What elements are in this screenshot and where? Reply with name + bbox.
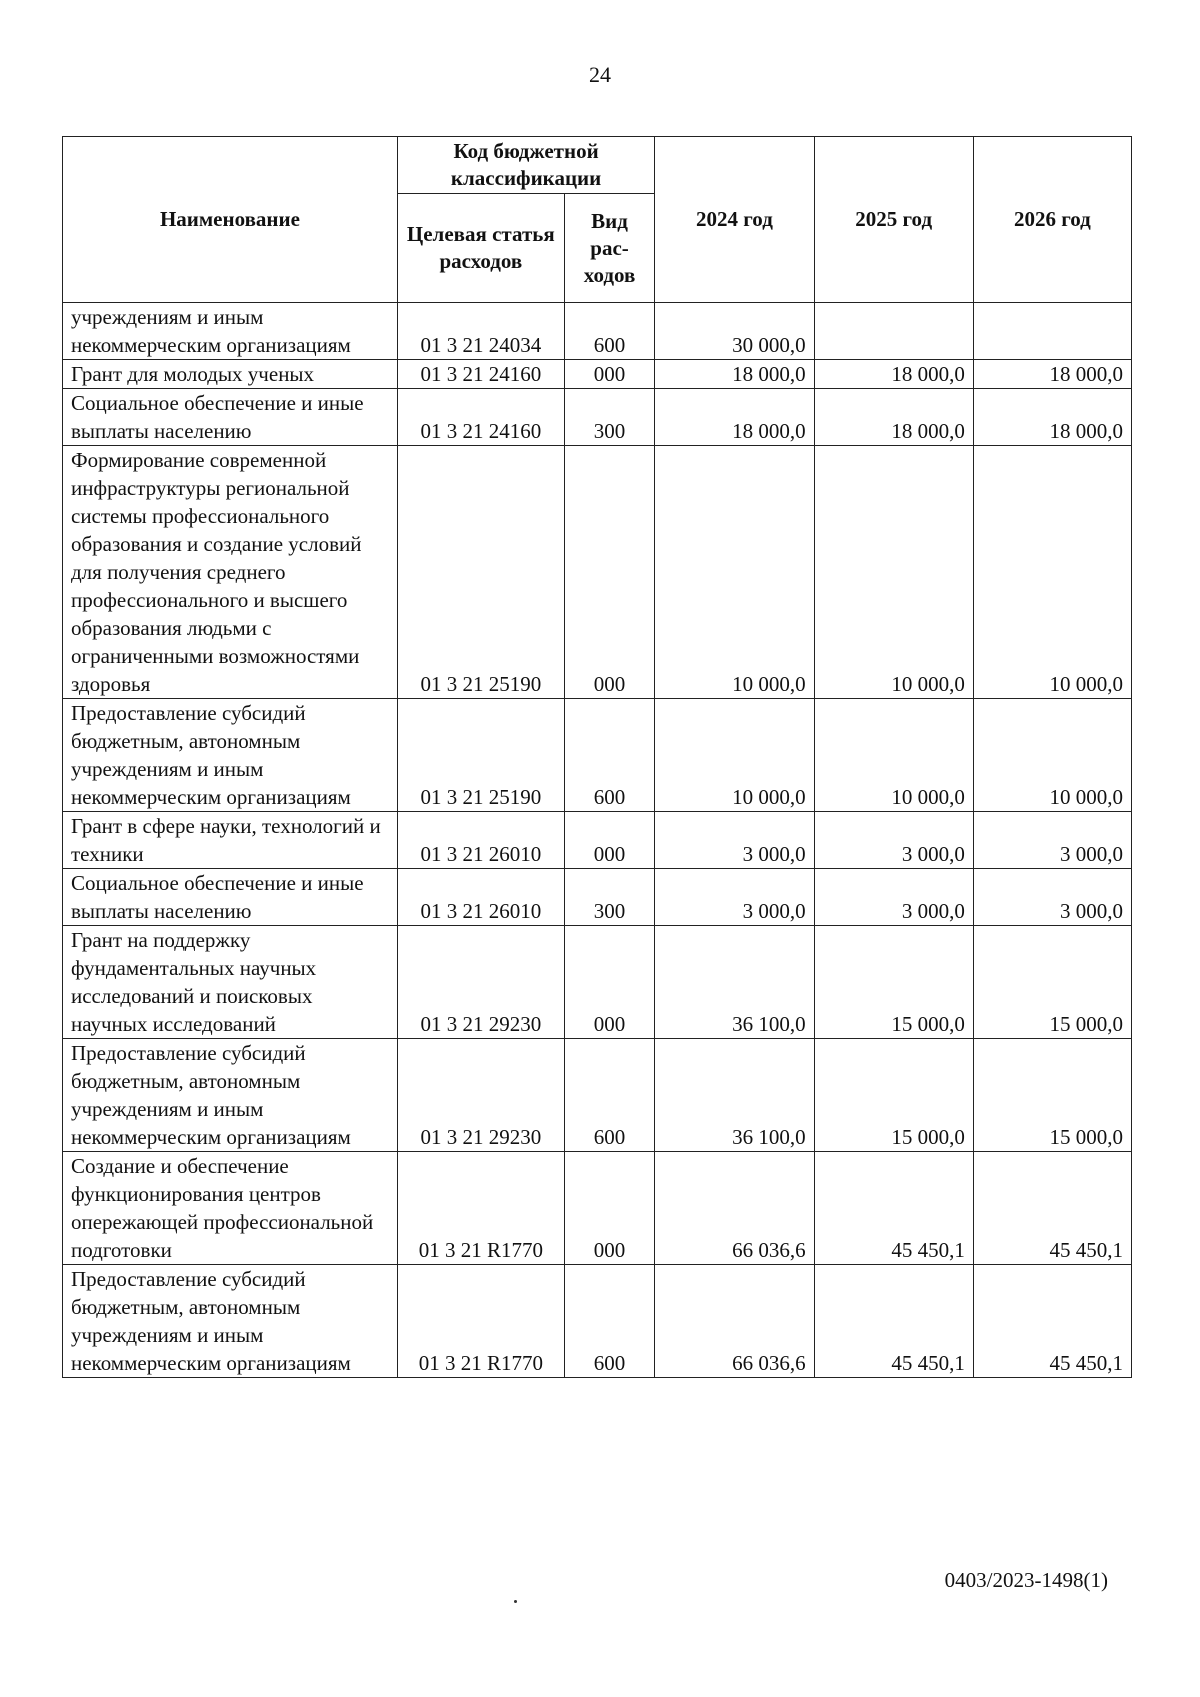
row-name: Грант в сфере науки, технологий и техники [63,812,398,869]
row-2026: 45 450,1 [973,1265,1131,1378]
row-2026: 10 000,0 [973,446,1131,699]
table-row [63,1265,1132,1378]
row-kind: 000 [564,446,655,699]
row-2026: 15 000,0 [973,926,1131,1039]
row-name: Грант для молодых ученых [63,360,398,389]
row-code: 01 3 21 29230 [397,926,564,1039]
row-code: 01 3 21 R1770 [397,1265,564,1378]
header-expense-type: Вид рас-ходов [564,194,655,303]
row-kind: 600 [564,699,655,812]
row-2024: 10 000,0 [655,446,814,699]
row-name: Создание и обеспечение функционирования центров опережающей профессиональной подготовки [63,1152,398,1265]
header-2024: 2024 год [655,137,814,303]
table-row [63,1152,1132,1265]
row-2025: 15 000,0 [814,926,973,1039]
row-2024: 36 100,0 [655,926,814,1039]
row-name: Грант на поддержку фундаментальных научных исследований и поисковых научных исследований [63,926,398,1039]
table-row [63,1039,1132,1152]
row-2026: 45 450,1 [973,1152,1131,1265]
header-target-item: Целевая статья расходов [397,194,564,303]
row-2025 [814,303,973,360]
row-name: Предоставление субсидий бюджетным, автономным учреждениям и иным некоммерческим организациям [63,699,398,812]
page-number: 24 [589,62,611,87]
header-2025: 2025 год [814,137,973,303]
row-code: 01 3 21 R1770 [397,1152,564,1265]
row-name: Предоставление субсидий бюджетным, автономным учреждениям и иным некоммерческим организациям [63,1265,398,1378]
row-code: 01 3 21 26010 [397,869,564,926]
row-2024: 10 000,0 [655,699,814,812]
table-row [63,699,1132,812]
row-2025: 10 000,0 [814,699,973,812]
row-kind: 300 [564,389,655,446]
row-kind: 000 [564,1152,655,1265]
row-2024: 3 000,0 [655,812,814,869]
table-row [63,812,1132,869]
row-2025: 45 450,1 [814,1265,973,1378]
row-2025: 18 000,0 [814,389,973,446]
row-kind: 600 [564,1265,655,1378]
row-2026 [973,303,1131,360]
row-2025: 3 000,0 [814,812,973,869]
table-row [63,926,1132,1039]
scan-speck [514,1600,517,1603]
row-kind: 000 [564,926,655,1039]
row-2024: 66 036,6 [655,1265,814,1378]
row-2024: 66 036,6 [655,1152,814,1265]
row-kind: 600 [564,303,655,360]
row-2026: 3 000,0 [973,869,1131,926]
row-2024: 18 000,0 [655,360,814,389]
row-2024: 36 100,0 [655,1039,814,1152]
row-code: 01 3 21 29230 [397,1039,564,1152]
row-2026: 15 000,0 [973,1039,1131,1152]
row-name: Социальное обеспечение и иные выплаты населению [63,389,398,446]
row-2026: 18 000,0 [973,360,1131,389]
row-name: Социальное обеспечение и иные выплаты населению [63,869,398,926]
row-code: 01 3 21 24034 [397,303,564,360]
row-name: Формирование современной инфраструктуры региональной системы профессионального образования и создание условий для получения среднего профессионального и высшего образования людьми с ограниченными возможностями здоровья [63,446,398,699]
row-2025: 15 000,0 [814,1039,973,1152]
header-row [63,137,1132,194]
row-2025: 18 000,0 [814,360,973,389]
row-2025: 45 450,1 [814,1152,973,1265]
row-kind: 300 [564,869,655,926]
row-2026: 18 000,0 [973,389,1131,446]
header-name: Наименование [63,137,398,303]
row-2024: 3 000,0 [655,869,814,926]
budget-table [62,136,1132,1378]
row-2025: 3 000,0 [814,869,973,926]
row-code: 01 3 21 26010 [397,812,564,869]
row-2026: 3 000,0 [973,812,1131,869]
table-row [63,360,1132,389]
row-code: 01 3 21 25190 [397,699,564,812]
row-2025: 10 000,0 [814,446,973,699]
document-id: 0403/2023-1498(1) [944,1568,1108,1592]
row-kind: 000 [564,812,655,869]
table-row [63,446,1132,699]
row-code: 01 3 21 25190 [397,446,564,699]
row-code: 01 3 21 24160 [397,389,564,446]
table-row [63,303,1132,360]
row-kind: 600 [564,1039,655,1152]
row-2024: 18 000,0 [655,389,814,446]
header-2026: 2026 год [973,137,1131,303]
row-code: 01 3 21 24160 [397,360,564,389]
table-row [63,869,1132,926]
row-name: Предоставление субсидий бюджетным, автономным учреждениям и иным некоммерческим организациям [63,1039,398,1152]
row-2026: 10 000,0 [973,699,1131,812]
row-name: учреждениям и иным некоммерческим организациям [63,303,398,360]
row-kind: 000 [564,360,655,389]
table-row [63,389,1132,446]
row-2024: 30 000,0 [655,303,814,360]
header-code-group: Код бюджетной классификации [397,137,654,194]
